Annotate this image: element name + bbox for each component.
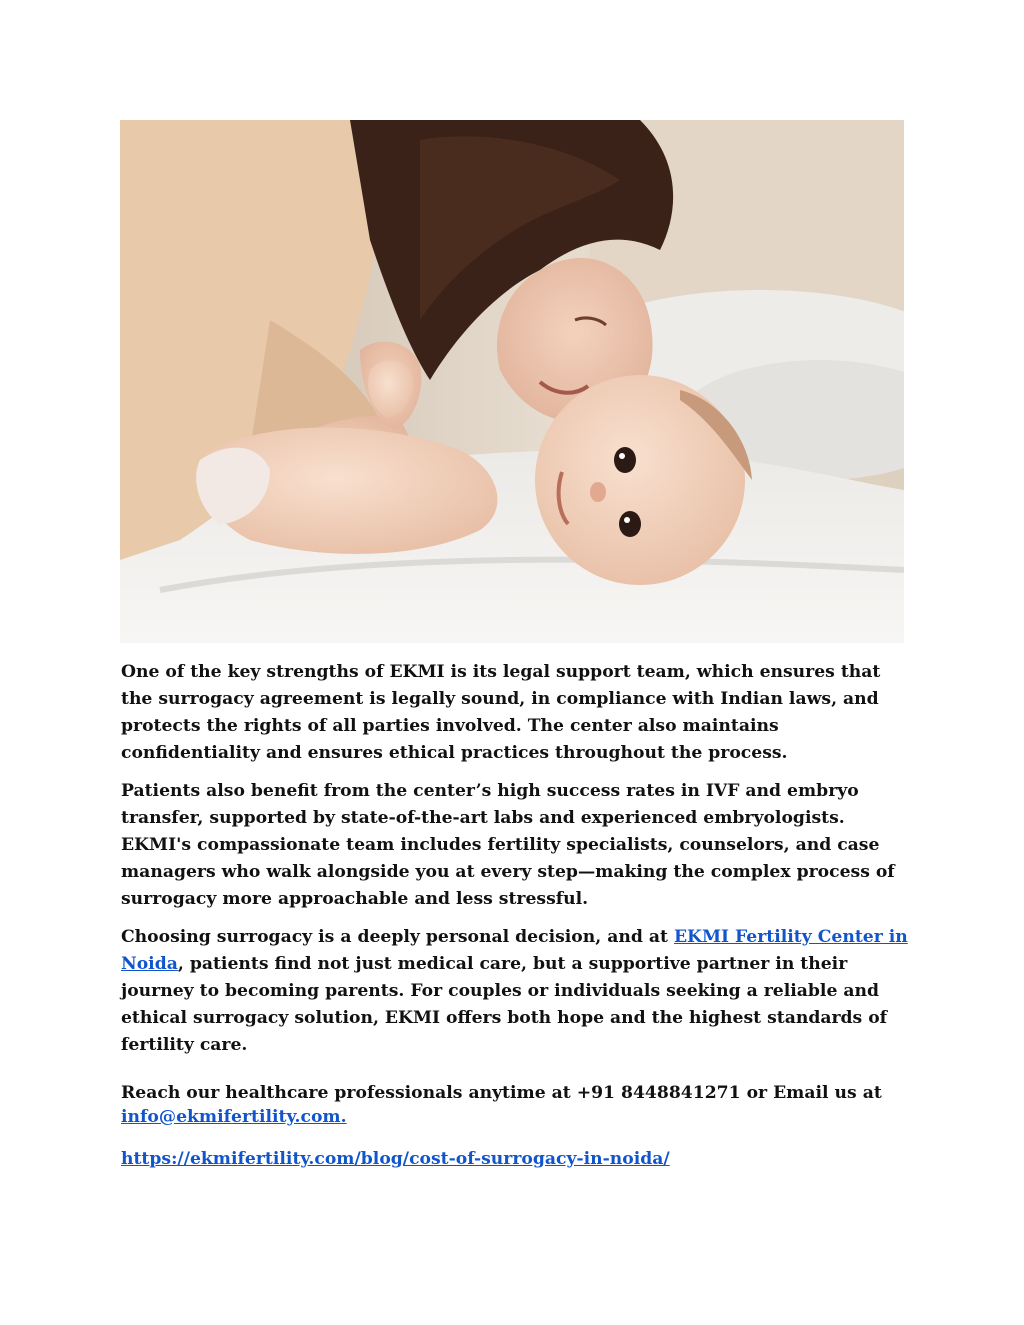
fertility-center-link[interactable]: EKMI Fertility Center in Noida (121, 927, 908, 974)
paragraph-success-rates: Patients also benefit from the center’s high success rates in IVF and embryo transfer, supported by state-of-the-art labs and experienced embryologists. EKMI's compassionate team includes fertility specialists, counselors, and case managers who walk alongside you at every step—making the complex process of surrogacy more approachable and less stressful. (121, 781, 895, 909)
article-body (121, 659, 911, 1173)
paragraph-source-url (121, 1146, 911, 1173)
contact-text: Reach our healthcare professionals anytime at +91 8448841271 or Email us at (121, 1083, 882, 1103)
paragraph-contact (121, 1081, 911, 1129)
paragraph-text: Choosing surrogacy is a deeply personal decision, and at (121, 927, 674, 947)
blog-url-link[interactable]: https://ekmifertility.com/blog/cost-of-surrogacy-in-noida/ (121, 1149, 670, 1169)
mother-baby-photo (120, 120, 904, 643)
paragraph-choosing-surrogacy (121, 924, 911, 1059)
email-link[interactable]: info@ekmifertility.com. (121, 1107, 347, 1127)
paragraph-text: , patients find not just medical care, but a supportive partner in their journey to becoming parents. For couples or individuals seeking a reliable and ethical surrogacy solution, EKMI offers both hope and the highest standards of fertility care. (121, 954, 888, 1055)
photo-illustration (120, 120, 904, 643)
paragraph-legal-support: One of the key strengths of EKMI is its legal support team, which ensures that the surrogacy agreement is legally sound, in compliance with Indian laws, and protects the rights of all parties involved. The center also maintains confidentiality and ensures ethical practices throughout the process. (121, 662, 881, 763)
